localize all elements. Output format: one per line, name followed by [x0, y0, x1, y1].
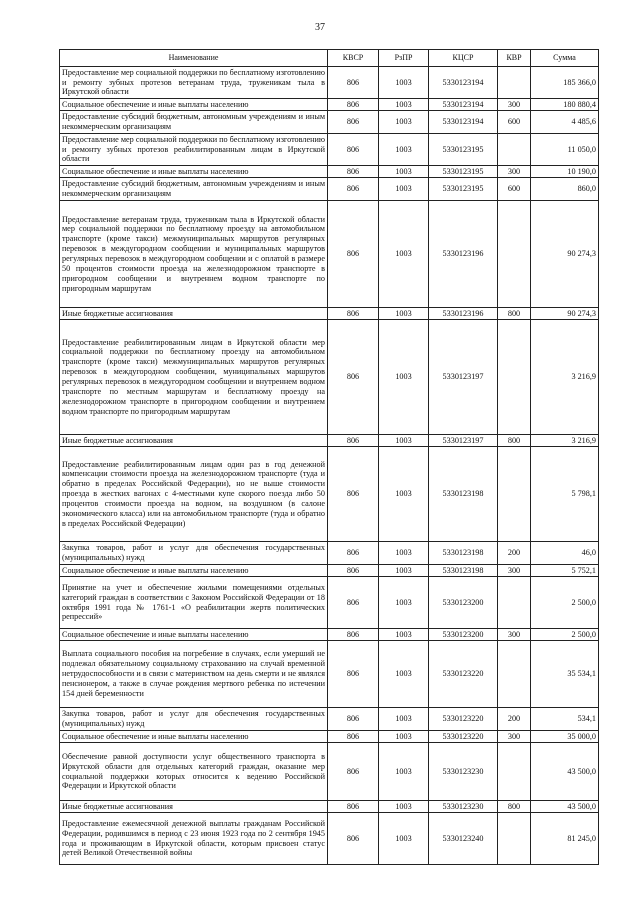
cell-rzpr: 1003	[379, 166, 429, 178]
cell-kvsr: 806	[328, 320, 379, 435]
header-name: Наименование	[60, 50, 328, 67]
cell-rzpr: 1003	[379, 542, 429, 565]
cell-kvsr: 806	[328, 447, 379, 542]
cell-name: Предоставление ветеранам труда, труженикам тыла в Иркутской области мер социальной поддержки по бесплатному проезду на автомобильном транспорте (кроме такси) межмуниципальных маршрутов регулярных перевозок в междугородном сообщении и муниципальных маршрутов регулярных перевозок в междугородном сообщении и с оплатой в размере 50 процентов стоимости проезда на железнодорожном транспорте в пригородном сообщении и внутреннем водном транспорте по пригородным маршрутам	[60, 201, 328, 308]
cell-kvsr: 806	[328, 731, 379, 743]
cell-sum: 4 485,6	[531, 111, 599, 134]
cell-rzpr: 1003	[379, 577, 429, 629]
cell-rzpr: 1003	[379, 201, 429, 308]
cell-name: Предоставление мер социальной поддержки по бесплатному изготовлению и ремонту зубных протезов ветеранам труда, труженикам тыла в Иркутской области	[60, 67, 328, 99]
cell-name: Предоставление мер социальной поддержки по бесплатному изготовлению и ремонту зубных протезов реабилитированным лицам в Иркутской области	[60, 134, 328, 166]
cell-kcsr: 5330123220	[429, 641, 498, 708]
cell-kcsr: 5330123230	[429, 743, 498, 801]
table-row	[60, 201, 599, 308]
header-rzpr: РзПР	[379, 50, 429, 67]
cell-name: Социальное обеспечение и иные выплаты населению	[60, 99, 328, 111]
cell-kcsr: 5330123198	[429, 542, 498, 565]
cell-sum: 3 216,9	[531, 435, 599, 447]
cell-sum: 10 190,0	[531, 166, 599, 178]
cell-kvsr: 806	[328, 166, 379, 178]
cell-sum: 43 500,0	[531, 801, 599, 813]
cell-name: Предоставление субсидий бюджетным, автономным учреждениям и иным некоммерческим организациям	[60, 178, 328, 201]
cell-rzpr: 1003	[379, 801, 429, 813]
cell-kvsr: 806	[328, 542, 379, 565]
cell-kcsr: 5330123196	[429, 308, 498, 320]
cell-name: Предоставление ежемесячной денежной выплаты гражданам Российской Федерации, родившимся в период с 23 июня 1923 года по 2 сентября 1945 года и проживающим в Иркутской области, которым присвоен статус детей Великой Отечественной войны	[60, 813, 328, 865]
cell-kcsr: 5330123195	[429, 178, 498, 201]
page-number: 37	[315, 22, 325, 33]
header-kcsr: КЦСР	[429, 50, 498, 67]
cell-sum: 534,1	[531, 708, 599, 731]
cell-rzpr: 1003	[379, 629, 429, 641]
cell-sum: 43 500,0	[531, 743, 599, 801]
cell-kvsr: 806	[328, 99, 379, 111]
table-row	[60, 134, 599, 166]
cell-sum: 46,0	[531, 542, 599, 565]
cell-sum: 5 752,1	[531, 565, 599, 577]
cell-name: Иные бюджетные ассигнования	[60, 801, 328, 813]
cell-kcsr: 5330123197	[429, 435, 498, 447]
cell-sum: 5 798,1	[531, 447, 599, 542]
cell-name: Выплата социального пособия на погребение в случаях, если умерший не подлежал обязательному социальному страхованию на случай временной нетрудоспособности и в связи с материнством на день смерти и не являлся пенсионером, а также в случае рождения мертвого ребенка по истечении 154 дней беременности	[60, 641, 328, 708]
cell-kcsr: 5330123220	[429, 731, 498, 743]
cell-rzpr: 1003	[379, 731, 429, 743]
cell-sum: 3 216,9	[531, 320, 599, 435]
cell-sum: 35 534,1	[531, 641, 599, 708]
cell-sum: 180 880,4	[531, 99, 599, 111]
cell-kvr	[498, 577, 531, 629]
cell-sum: 81 245,0	[531, 813, 599, 865]
cell-name: Закупка товаров, работ и услуг для обеспечения государственных (муниципальных) нужд	[60, 542, 328, 565]
cell-rzpr: 1003	[379, 641, 429, 708]
cell-name: Предоставление реабилитированным лицам один раз в год денежной компенсации стоимости проезда на железнодорожном транспорте (туда и обратно в пределах Российской Федерации), но не выше стоимости проезда в жестких вагонах с 4-местными купе скорого поезда либо 50 процентов стоимости проезда на водном, на воздушном (в салоне экономического класса) или на автомобильном транспорте (туда и обратно в пределах Российской Федерации)	[60, 447, 328, 542]
cell-sum: 2 500,0	[531, 577, 599, 629]
cell-rzpr: 1003	[379, 743, 429, 801]
cell-kvr: 800	[498, 435, 531, 447]
table-row	[60, 111, 599, 134]
cell-sum: 90 274,3	[531, 201, 599, 308]
table-row	[60, 629, 599, 641]
table-row	[60, 801, 599, 813]
cell-kvsr: 806	[328, 435, 379, 447]
budget-table	[59, 49, 599, 865]
cell-kvsr: 806	[328, 67, 379, 99]
cell-kvr	[498, 743, 531, 801]
cell-kvr: 300	[498, 99, 531, 111]
table-row	[60, 743, 599, 801]
cell-kcsr: 5330123194	[429, 99, 498, 111]
cell-rzpr: 1003	[379, 308, 429, 320]
cell-name: Социальное обеспечение и иные выплаты населению	[60, 166, 328, 178]
cell-kvr	[498, 320, 531, 435]
table-row	[60, 813, 599, 865]
cell-rzpr: 1003	[379, 99, 429, 111]
table-row	[60, 577, 599, 629]
cell-kvr	[498, 201, 531, 308]
table-row	[60, 67, 599, 99]
cell-rzpr: 1003	[379, 708, 429, 731]
table-row	[60, 542, 599, 565]
header-kvsr: КВСР	[328, 50, 379, 67]
table-row	[60, 99, 599, 111]
cell-sum: 35 000,0	[531, 731, 599, 743]
cell-kvr: 800	[498, 308, 531, 320]
table-row	[60, 435, 599, 447]
cell-kvr: 300	[498, 731, 531, 743]
cell-kvsr: 806	[328, 801, 379, 813]
cell-kvsr: 806	[328, 577, 379, 629]
table-row	[60, 166, 599, 178]
header-kvr: КВР	[498, 50, 531, 67]
cell-name: Предоставление субсидий бюджетным, автономным учреждениям и иным некоммерческим организациям	[60, 111, 328, 134]
cell-kvr: 300	[498, 166, 531, 178]
cell-kvsr: 806	[328, 813, 379, 865]
cell-name: Иные бюджетные ассигнования	[60, 435, 328, 447]
cell-kvr	[498, 641, 531, 708]
cell-rzpr: 1003	[379, 320, 429, 435]
cell-rzpr: 1003	[379, 447, 429, 542]
cell-kvsr: 806	[328, 308, 379, 320]
cell-kvsr: 806	[328, 201, 379, 308]
cell-name: Обеспечение равной доступности услуг общественного транспорта в Иркутской области для отдельных категорий граждан, оказание мер социальной поддержки которых относится к ведению Российской Федерации и Иркутской области	[60, 743, 328, 801]
table-header-row	[60, 50, 599, 67]
cell-kcsr: 5330123198	[429, 447, 498, 542]
table-row	[60, 178, 599, 201]
cell-kvr: 300	[498, 565, 531, 577]
cell-rzpr: 1003	[379, 565, 429, 577]
cell-name: Закупка товаров, работ и услуг для обеспечения государственных (муниципальных) нужд	[60, 708, 328, 731]
cell-rzpr: 1003	[379, 435, 429, 447]
cell-kvr: 600	[498, 178, 531, 201]
cell-kvr	[498, 447, 531, 542]
cell-kcsr: 5330123230	[429, 801, 498, 813]
cell-kcsr: 5330123200	[429, 629, 498, 641]
cell-sum: 860,0	[531, 178, 599, 201]
table-body	[60, 67, 599, 865]
cell-kcsr: 5330123196	[429, 201, 498, 308]
cell-kcsr: 5330123198	[429, 565, 498, 577]
cell-kvr: 200	[498, 542, 531, 565]
header-sum: Сумма	[531, 50, 599, 67]
cell-kvr	[498, 813, 531, 865]
cell-kcsr: 5330123194	[429, 111, 498, 134]
cell-kcsr: 5330123194	[429, 67, 498, 99]
table-row	[60, 308, 599, 320]
table-row	[60, 320, 599, 435]
cell-kvsr: 806	[328, 629, 379, 641]
cell-kcsr: 5330123197	[429, 320, 498, 435]
cell-rzpr: 1003	[379, 178, 429, 201]
cell-kvr: 800	[498, 801, 531, 813]
cell-sum: 90 274,3	[531, 308, 599, 320]
cell-rzpr: 1003	[379, 134, 429, 166]
table-row	[60, 565, 599, 577]
cell-kvr: 200	[498, 708, 531, 731]
table-row	[60, 447, 599, 542]
cell-name: Иные бюджетные ассигнования	[60, 308, 328, 320]
cell-kcsr: 5330123240	[429, 813, 498, 865]
cell-kvsr: 806	[328, 178, 379, 201]
cell-name: Социальное обеспечение и иные выплаты населению	[60, 565, 328, 577]
table-row	[60, 708, 599, 731]
cell-kcsr: 5330123195	[429, 134, 498, 166]
cell-sum: 11 050,0	[531, 134, 599, 166]
cell-kvsr: 806	[328, 641, 379, 708]
table-row	[60, 731, 599, 743]
cell-name: Принятие на учет и обеспечение жилыми помещениями отдельных категорий граждан в соответствии с Законом Российской Федерации от 18 октября 1991 года № 1761-1 «О реабилитации жертв политических репрессий»	[60, 577, 328, 629]
cell-kcsr: 5330123200	[429, 577, 498, 629]
cell-sum: 185 366,0	[531, 67, 599, 99]
cell-kvsr: 806	[328, 111, 379, 134]
cell-rzpr: 1003	[379, 111, 429, 134]
cell-name: Социальное обеспечение и иные выплаты населению	[60, 629, 328, 641]
cell-kvsr: 806	[328, 565, 379, 577]
cell-kcsr: 5330123195	[429, 166, 498, 178]
table-row	[60, 641, 599, 708]
cell-kcsr: 5330123220	[429, 708, 498, 731]
cell-kvr: 600	[498, 111, 531, 134]
cell-kvsr: 806	[328, 743, 379, 801]
cell-kvsr: 806	[328, 708, 379, 731]
cell-rzpr: 1003	[379, 813, 429, 865]
cell-kvr: 300	[498, 629, 531, 641]
cell-kvr	[498, 134, 531, 166]
cell-kvsr: 806	[328, 134, 379, 166]
cell-rzpr: 1003	[379, 67, 429, 99]
cell-kvr	[498, 67, 531, 99]
cell-name: Предоставление реабилитированным лицам в Иркутской области мер социальной поддержки по бесплатному проезду на автомобильном транспорте (кроме такси) межмуниципальных маршрутов регулярных перевозок в междугородном сообщении, муниципальных маршрутов регулярных перевозок в междугородном сообщении и внутреннем водном транспорте по местным маршрутам и бесплатному проезду на железнодорожном транспорте в пригородном сообщении и внутреннем водном транспорте по пригородным маршрутам	[60, 320, 328, 435]
cell-name: Социальное обеспечение и иные выплаты населению	[60, 731, 328, 743]
cell-sum: 2 500,0	[531, 629, 599, 641]
